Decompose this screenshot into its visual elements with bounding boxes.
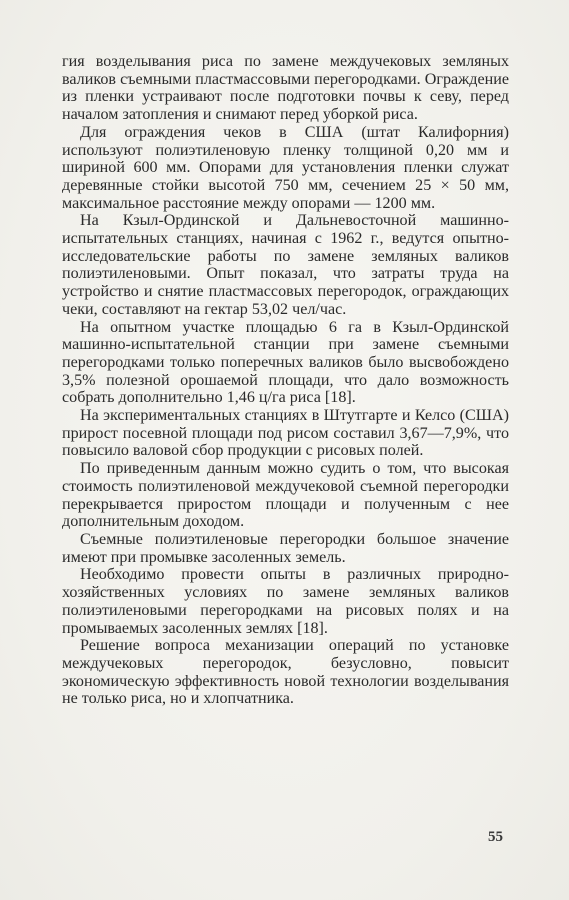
page-number: 55	[488, 829, 503, 845]
paragraph-8: Необходимо провести опыты в различных природно-хозяйственных условиях по замене земляных валиков полиэтиленовыми перегородками на рисовых полях и на промываемых засоленных землях [18].	[62, 566, 509, 637]
paragraph-4: На опытном участке площадью 6 га в Кзыл-Ординской машинно-испытательной станции при замене съемными перегородками только поперечных валиков было высвобождено 3,5% полезной орошаемой площади, что дало возможность собрать дополнительно 1,46 ц/га риса [18].	[62, 318, 509, 407]
paragraph-3: На Кзыл-Ординской и Дальневосточной машинно-испытательных станциях, начиная с 1962 г., ведутся опытно-исследовательские работы по замене земляных валиков полиэтиленовыми. Опыт показал, что затраты труда на устройство и снятие пластмассовых перегородок, ограждающих чеки, составляют на гектар 53,02 чел/час.	[62, 212, 509, 318]
paragraph-7: Съемные полиэтиленовые перегородки большое значение имеют при промывке засоленных земель.	[62, 530, 509, 566]
body-text	[62, 53, 509, 708]
paragraph-9: Решение вопроса механизации операций по установке междучековых перегородок, безусловно, повысит экономическую эффективность новой технологии возделывания не только риса, но и хлопчатника.	[62, 637, 509, 708]
paragraph-2: Для ограждения чеков в США (штат Калифорния) используют полиэтиленовую пленку толщиной 0,20 мм и шириной 600 мм. Опорами для установления пленки служат деревянные стойки высотой 750 мм, сечением 25 × 50 мм, максимальное расстояние между опорами — 1200 мм.	[62, 123, 509, 212]
paragraph-1: гия возделывания риса по замене междучековых земляных валиков съемными пластмассовыми перегородками. Ограждение из пленки устраивают после подготовки почвы к севу, перед началом затопления и снимают перед уборкой риса.	[62, 53, 509, 124]
paragraph-6: По приведенным данным можно судить о том, что высокая стоимость полиэтиленовой междучековой съемной перегородки перекрывается приростом площади и полученным с нее дополнительным доходом.	[62, 460, 509, 531]
paragraph-5: На экспериментальных станциях в Штутгарте и Келсо (США) прирост посевной площади под рисом составил 3,67—7,9%, что повысило валовой сбор продукции с рисовых полей.	[62, 407, 509, 460]
